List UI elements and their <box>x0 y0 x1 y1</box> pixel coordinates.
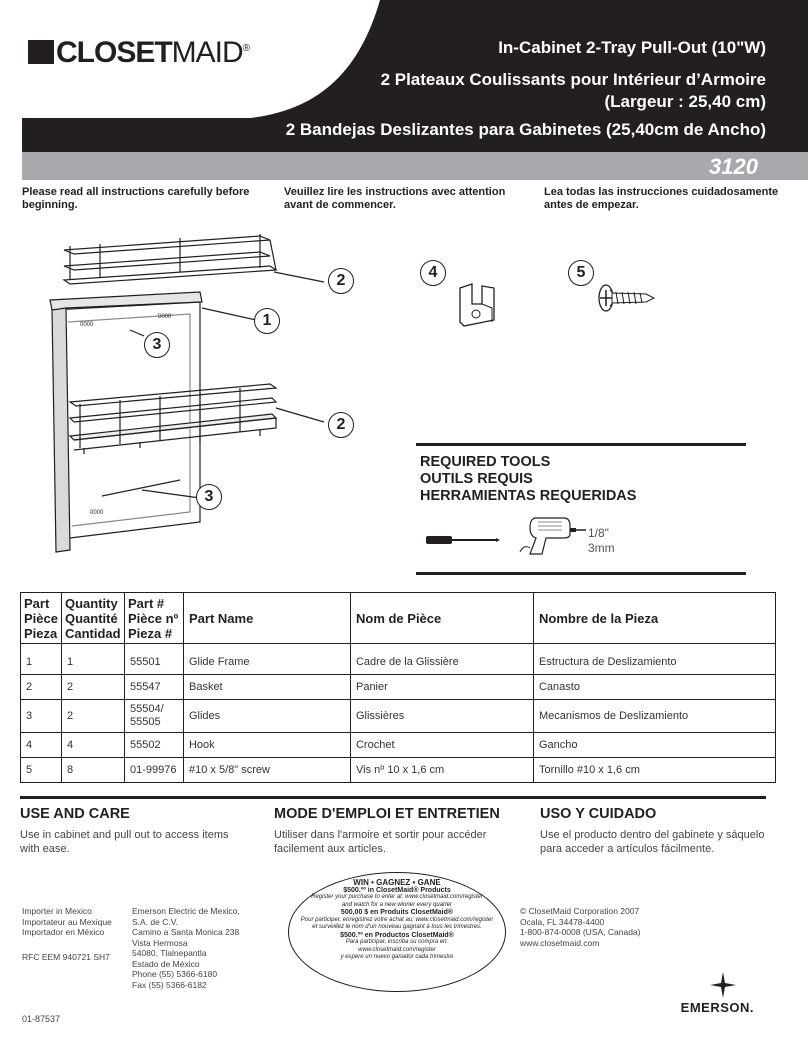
header-quantity: Quantity Quantité Cantidad <box>61 593 124 644</box>
care-title-es: USO Y CUIDADO <box>540 806 657 822</box>
svg-text:0000: 0000 <box>158 314 172 320</box>
care-text-en: Use in cabinet and pull out to access items with ease. <box>20 829 229 855</box>
header-nombre-de-la-pieza: Nombre de la Pieza <box>533 593 775 644</box>
required-tools-heading: REQUIRED TOOLS OUTILS REQUIS HERRAMIENTAS REQUERIDAS <box>420 454 637 504</box>
table-row <box>21 700 776 733</box>
cell-name-es: Canasto <box>533 675 775 700</box>
cell-name-en: Basket <box>183 675 350 700</box>
closetmaid-logo: CLOSETMAID® <box>28 36 249 70</box>
cell-partno: 55504/ 55505 <box>124 700 183 733</box>
cell-partno: 55502 <box>124 733 183 758</box>
cell-qty: 2 <box>61 675 124 700</box>
drill-bit-size: 1/8" 3mm <box>588 526 615 555</box>
care-title-en: USE AND CARE <box>20 806 130 822</box>
callout-3-bottom: 3 <box>196 484 222 510</box>
cell-name-en: Hook <box>183 733 350 758</box>
tools-bottom-rule <box>416 572 746 575</box>
assembly-illustration <box>40 222 340 562</box>
care-rule <box>20 796 766 799</box>
title-fr-width: (Largeur : 25,40 cm) <box>604 92 766 111</box>
cell-name-en: #10 x 5/8" screw <box>183 758 350 783</box>
emerson-wordmark: EMERSON. <box>680 1000 754 1015</box>
rfc-number: RFC EEM 940721 SH7 <box>22 952 110 962</box>
svg-text:0000: 0000 <box>90 510 104 516</box>
cell-name-es: Mecanismos de Deslizamiento <box>533 700 775 733</box>
cell-name-fr: Glissières <box>350 700 533 733</box>
cell-name-es: Estructura de Deslizamiento <box>533 644 775 675</box>
cell-name-fr: Crochet <box>350 733 533 758</box>
header-part: Part Pièce Pieza <box>21 593 62 644</box>
document-number: 01-87537 <box>22 1014 61 1024</box>
title-es: 2 Bandejas Deslizantes para Gabinetes (25,40cm de Ancho) <box>285 120 766 139</box>
table-header-row <box>21 593 776 644</box>
care-title-fr: MODE D'EMPLOI ET ENTRETIEN <box>274 806 500 822</box>
tools-top-rule <box>416 443 746 446</box>
header-part-name: Part Name <box>183 593 350 644</box>
care-text-es: Use el producto dentro del gabinete y sáquelo para acceder a artículos fácilmente. <box>540 829 765 855</box>
callout-3-top: 3 <box>144 332 170 358</box>
parts-table <box>20 592 776 783</box>
emerson-logo-icon <box>708 970 738 1000</box>
cell-name-es: Gancho <box>533 733 775 758</box>
mexico-address: Emerson Electric de Mexico, S.A. de C.V. Camino a Santa Monica 238 Vista Hermosa 54080, Tlalnepantla Estado de México Phone (55) 5366-6180 Fax (55) 5366-6182 <box>132 906 240 990</box>
drill-icon <box>516 514 588 558</box>
title-en: In-Cabinet 2-Tray Pull-Out (10"W) <box>498 38 766 57</box>
title-fr: 2 Plateaux Coulissants pour Intérieur d’Armoire <box>380 70 766 89</box>
table-row <box>21 733 776 758</box>
table-row <box>21 758 776 783</box>
hook-part <box>452 282 502 332</box>
callout-2-top: 2 <box>328 268 354 294</box>
intro-fr: Veuillez lire les instructions avec attention avant de commencer. <box>284 186 506 211</box>
cell-qty: 2 <box>61 700 124 733</box>
table-row <box>21 644 776 675</box>
intro-es: Lea todas las instrucciones cuidadosamente antes de empezar. <box>544 186 779 211</box>
cell-part: 4 <box>21 733 62 758</box>
cell-partno: 55501 <box>124 644 183 675</box>
cell-name-fr: Vis nº 10 x 1,6 cm <box>350 758 533 783</box>
screw-part <box>596 282 658 314</box>
cell-partno: 01-99976 <box>124 758 183 783</box>
cell-part: 2 <box>21 675 62 700</box>
callout-2-bottom: 2 <box>328 412 354 438</box>
cell-name-en: Glides <box>183 700 350 733</box>
header-nom-de-piece: Nom de Pièce <box>350 593 533 644</box>
cell-qty: 1 <box>61 644 124 675</box>
header-part-number: Part # Pièce nº Pieza # <box>124 593 183 644</box>
care-text-fr: Utiliser dans l'armoire et sortir pour accéder facilement aux articles. <box>274 829 487 855</box>
promo-oval: WIN • GAGNEZ • GANE $500.ºº in ClosetMaid® Products Register your purchase to enter at: www.closetmaid.com/register and watch for a new winner every quarter 500,00 $ en Produits ClosetMaid® Pour participer, enregistrez votre achat au: www.closetmaid.com/register et surveillez le nom d’un nouveau gagnant à tous les trimestres. $500.ºº en Productos ClosetMaid® Para participar, inscriba su compra en: www.closetmaid.com/register y espere un nuevo ganador cada trimestre <box>288 872 506 992</box>
model-bar <box>22 152 808 180</box>
cell-part: 5 <box>21 758 62 783</box>
callout-4: 4 <box>420 260 446 286</box>
callout-1: 1 <box>254 308 280 334</box>
cell-name-fr: Panier <box>350 675 533 700</box>
cell-name-fr: Cadre de la Glissière <box>350 644 533 675</box>
cell-qty: 8 <box>61 758 124 783</box>
cell-part: 3 <box>21 700 62 733</box>
cell-name-en: Glide Frame <box>183 644 350 675</box>
importer-block: Importer in Mexico Importateur au Mexique Importador en México <box>22 906 112 937</box>
intro-en: Please read all instructions carefully before beginning. <box>22 186 250 211</box>
cell-partno: 55547 <box>124 675 183 700</box>
table-row <box>21 675 776 700</box>
cell-qty: 4 <box>61 733 124 758</box>
svg-text:0000: 0000 <box>80 322 94 328</box>
cell-name-es: Tornillo #10 x 1,6 cm <box>533 758 775 783</box>
model-number: 3120 <box>709 154 758 179</box>
corporate-info: © ClosetMaid Corporation 2007 Ocala, FL 34478-4400 1-800-874-0008 (USA, Canada) www.closetmaid.com <box>520 906 641 948</box>
screwdriver-icon <box>424 530 504 550</box>
callout-5: 5 <box>568 260 594 286</box>
cell-part: 1 <box>21 644 62 675</box>
